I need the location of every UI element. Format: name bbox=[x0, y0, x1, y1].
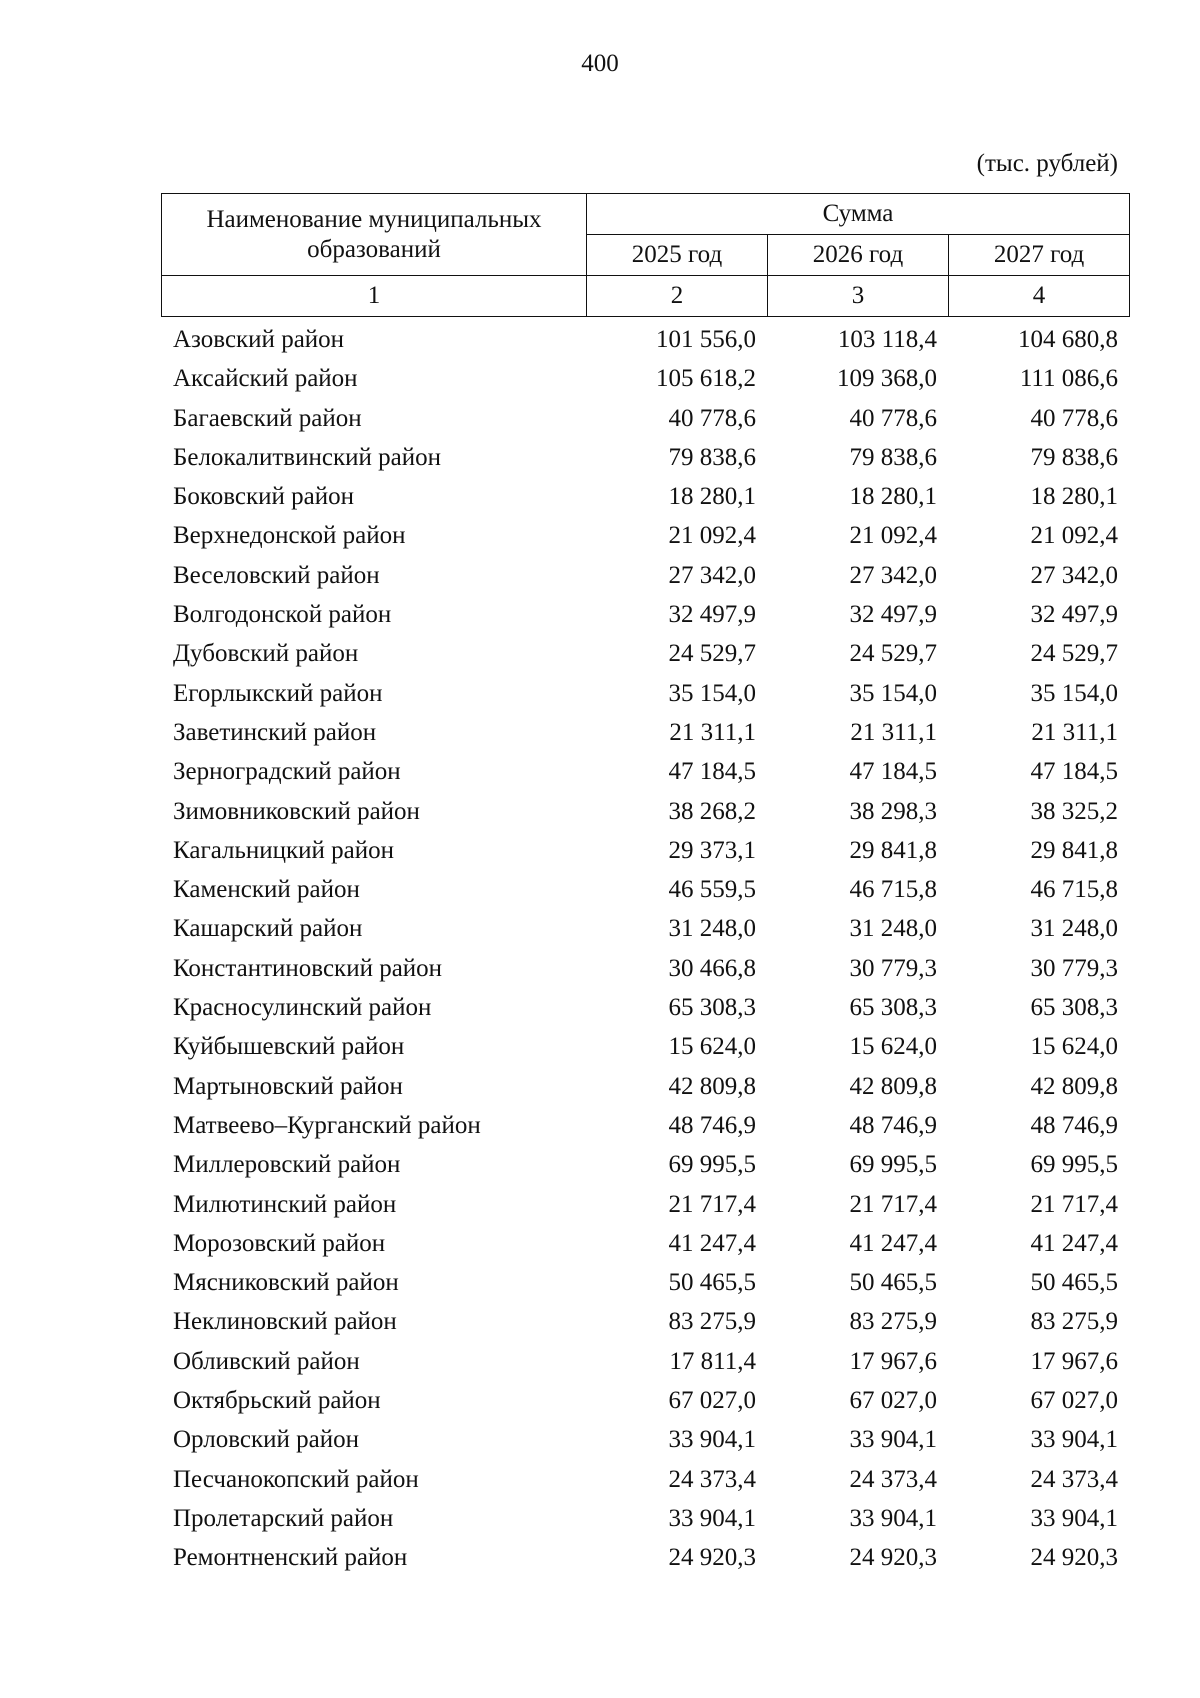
row-name: Матвеево–Курганский район bbox=[173, 1111, 481, 1139]
row-name: Константиновский район bbox=[173, 954, 443, 982]
header-year-2026: 2026 год bbox=[768, 235, 949, 276]
value-2026: 41 247,4 bbox=[849, 1229, 937, 1257]
value-2025: 40 778,6 bbox=[668, 404, 756, 432]
value-2026: 48 746,9 bbox=[849, 1111, 937, 1139]
row-name: Миллеровский район bbox=[173, 1151, 401, 1179]
header-col-number: 3 bbox=[768, 276, 949, 317]
value-2025: 30 466,8 bbox=[668, 954, 756, 982]
table-row bbox=[161, 438, 1129, 477]
value-2025: 32 497,9 bbox=[668, 601, 756, 629]
value-2026: 27 342,0 bbox=[849, 561, 937, 589]
value-2026: 103 118,4 bbox=[837, 326, 937, 353]
value-2026: 65 308,3 bbox=[849, 994, 937, 1022]
table-row bbox=[161, 1381, 1129, 1420]
value-2027: 33 904,1 bbox=[1030, 1504, 1118, 1532]
value-2025: 35 154,0 bbox=[668, 679, 756, 707]
value-2026: 21 311,1 bbox=[850, 718, 937, 746]
value-2027: 24 529,7 bbox=[1030, 640, 1118, 668]
value-2025: 24 373,4 bbox=[668, 1465, 756, 1493]
value-2025: 101 556,0 bbox=[656, 326, 756, 353]
value-2026: 69 995,5 bbox=[849, 1151, 937, 1179]
row-name: Неклиновский район bbox=[173, 1308, 397, 1336]
table-row bbox=[161, 1263, 1129, 1302]
header-year-2025: 2025 год bbox=[587, 235, 768, 276]
value-2026: 38 298,3 bbox=[849, 797, 937, 825]
value-2027: 50 465,5 bbox=[1030, 1269, 1118, 1297]
value-2025: 42 809,8 bbox=[668, 1072, 756, 1100]
table-row bbox=[161, 831, 1129, 870]
value-2027: 40 778,6 bbox=[1030, 404, 1118, 432]
value-2025: 33 904,1 bbox=[668, 1426, 756, 1454]
value-2026: 33 904,1 bbox=[849, 1504, 937, 1532]
value-2027: 21 311,1 bbox=[1031, 718, 1118, 746]
value-2027: 111 086,6 bbox=[1019, 365, 1118, 393]
row-name: Обливский район bbox=[173, 1347, 360, 1375]
row-name: Дубовский район bbox=[173, 640, 359, 668]
value-2026: 50 465,5 bbox=[849, 1269, 937, 1297]
value-2026: 24 920,3 bbox=[849, 1544, 937, 1572]
value-2025: 65 308,3 bbox=[668, 994, 756, 1022]
value-2025: 24 920,3 bbox=[668, 1544, 756, 1572]
row-name: Каменский район bbox=[173, 876, 360, 904]
table-row bbox=[161, 556, 1129, 595]
value-2026: 35 154,0 bbox=[849, 679, 937, 707]
value-2025: 50 465,5 bbox=[668, 1269, 756, 1297]
row-name: Октябрьский район bbox=[173, 1387, 381, 1415]
value-2026: 29 841,8 bbox=[849, 836, 937, 864]
value-2027: 33 904,1 bbox=[1030, 1426, 1118, 1454]
value-2027: 15 624,0 bbox=[1030, 1033, 1118, 1061]
table-row bbox=[161, 1145, 1129, 1184]
value-2027: 32 497,9 bbox=[1030, 601, 1118, 629]
table-row bbox=[161, 1027, 1129, 1066]
value-2026: 33 904,1 bbox=[849, 1426, 937, 1454]
value-2026: 109 368,0 bbox=[837, 365, 937, 393]
value-2026: 21 092,4 bbox=[849, 522, 937, 550]
value-2027: 24 373,4 bbox=[1030, 1465, 1118, 1493]
table-row bbox=[161, 516, 1129, 555]
value-2025: 21 717,4 bbox=[668, 1190, 756, 1218]
value-2027: 42 809,8 bbox=[1030, 1072, 1118, 1100]
row-name: Заветинский район bbox=[173, 718, 377, 746]
row-name: Аксайский район bbox=[173, 365, 358, 393]
value-2026: 24 529,7 bbox=[849, 640, 937, 668]
value-2026: 31 248,0 bbox=[849, 915, 937, 943]
value-2025: 47 184,5 bbox=[668, 758, 756, 786]
value-2025: 15 624,0 bbox=[668, 1033, 756, 1061]
value-2026: 83 275,9 bbox=[849, 1308, 937, 1336]
table-row bbox=[161, 634, 1129, 673]
row-name: Мясниковский район bbox=[173, 1269, 399, 1297]
value-2026: 30 779,3 bbox=[849, 954, 937, 982]
row-name: Пролетарский район bbox=[173, 1504, 394, 1532]
value-2027: 21 092,4 bbox=[1030, 522, 1118, 550]
value-2025: 67 027,0 bbox=[668, 1387, 756, 1415]
value-2026: 40 778,6 bbox=[849, 404, 937, 432]
value-2027: 24 920,3 bbox=[1030, 1544, 1118, 1572]
value-2026: 21 717,4 bbox=[849, 1190, 937, 1218]
table-row bbox=[161, 870, 1129, 909]
value-2026: 18 280,1 bbox=[849, 483, 937, 511]
value-2027: 79 838,6 bbox=[1030, 443, 1118, 471]
value-2027: 38 325,2 bbox=[1030, 797, 1118, 825]
value-2027: 30 779,3 bbox=[1030, 954, 1118, 982]
header-col-number: 2 bbox=[587, 276, 768, 317]
value-2027: 67 027,0 bbox=[1030, 1387, 1118, 1415]
value-2027: 83 275,9 bbox=[1030, 1308, 1118, 1336]
table-row bbox=[161, 595, 1129, 634]
table-row bbox=[161, 359, 1129, 398]
row-name: Песчанокопский район bbox=[173, 1465, 419, 1493]
row-name: Красносулинский район bbox=[173, 994, 432, 1022]
row-name: Куйбышевский район bbox=[173, 1033, 405, 1061]
value-2026: 46 715,8 bbox=[849, 876, 937, 904]
value-2025: 31 248,0 bbox=[668, 915, 756, 943]
value-2025: 69 995,5 bbox=[668, 1151, 756, 1179]
value-2027: 21 717,4 bbox=[1030, 1190, 1118, 1218]
table-row bbox=[161, 1185, 1129, 1224]
value-2026: 67 027,0 bbox=[849, 1387, 937, 1415]
value-2025: 41 247,4 bbox=[668, 1229, 756, 1257]
row-name: Орловский район bbox=[173, 1426, 359, 1454]
row-name: Белокалитвинский район bbox=[173, 443, 441, 471]
row-name: Мартыновский район bbox=[173, 1072, 403, 1100]
table-row bbox=[161, 988, 1129, 1027]
row-name: Егорлыкский район bbox=[173, 679, 383, 707]
value-2026: 79 838,6 bbox=[849, 443, 937, 471]
table-row bbox=[161, 909, 1129, 948]
row-name: Боковский район bbox=[173, 483, 354, 511]
value-2025: 18 280,1 bbox=[668, 483, 756, 511]
row-name: Верхнедонской район bbox=[173, 522, 406, 550]
value-2025: 21 092,4 bbox=[668, 522, 756, 550]
value-2025: 29 373,1 bbox=[668, 836, 756, 864]
row-name: Кагальницкий район bbox=[173, 836, 395, 864]
table-row bbox=[161, 320, 1129, 359]
value-2025: 33 904,1 bbox=[668, 1504, 756, 1532]
value-2025: 46 559,5 bbox=[668, 876, 756, 904]
table-row bbox=[161, 792, 1129, 831]
header-name-column: Наименование муниципальных образований bbox=[162, 194, 587, 276]
table-row bbox=[161, 1420, 1129, 1459]
value-2027: 41 247,4 bbox=[1030, 1229, 1118, 1257]
value-2026: 32 497,9 bbox=[849, 601, 937, 629]
table-row bbox=[161, 399, 1129, 438]
table-row bbox=[161, 1106, 1129, 1145]
table-row bbox=[161, 1460, 1129, 1499]
value-2027: 35 154,0 bbox=[1030, 679, 1118, 707]
page-number: 400 bbox=[581, 50, 619, 77]
value-2026: 17 967,6 bbox=[849, 1347, 937, 1375]
units-label: (тыс. рублей) bbox=[976, 150, 1118, 177]
value-2027: 47 184,5 bbox=[1030, 758, 1118, 786]
row-name: Зимовниковский район bbox=[173, 797, 420, 825]
row-name: Веселовский район bbox=[173, 561, 380, 589]
row-name: Азовский район bbox=[173, 326, 345, 353]
row-name: Багаевский район bbox=[173, 404, 362, 432]
header-col-number: 1 bbox=[162, 276, 587, 317]
table-row bbox=[161, 1342, 1129, 1381]
value-2026: 47 184,5 bbox=[849, 758, 937, 786]
table-row bbox=[161, 713, 1129, 752]
value-2025: 105 618,2 bbox=[656, 365, 756, 393]
value-2027: 104 680,8 bbox=[1018, 326, 1118, 353]
value-2027: 17 967,6 bbox=[1030, 1347, 1118, 1375]
table-row bbox=[161, 1538, 1129, 1577]
value-2027: 69 995,5 bbox=[1030, 1151, 1118, 1179]
table-header bbox=[161, 193, 1130, 317]
table-row bbox=[161, 949, 1129, 988]
row-name: Морозовский район bbox=[173, 1229, 386, 1257]
table-row bbox=[161, 1224, 1129, 1263]
value-2026: 42 809,8 bbox=[849, 1072, 937, 1100]
value-2025: 21 311,1 bbox=[669, 718, 756, 746]
value-2026: 24 373,4 bbox=[849, 1465, 937, 1493]
row-name: Ремонтненский район bbox=[173, 1544, 408, 1572]
value-2025: 48 746,9 bbox=[668, 1111, 756, 1139]
header-year-2027: 2027 год bbox=[949, 235, 1130, 276]
value-2025: 24 529,7 bbox=[668, 640, 756, 668]
table-row bbox=[161, 1067, 1129, 1106]
row-name: Зерноградский район bbox=[173, 758, 401, 786]
value-2025: 83 275,9 bbox=[668, 1308, 756, 1336]
value-2025: 17 811,4 bbox=[669, 1347, 756, 1375]
value-2026: 15 624,0 bbox=[849, 1033, 937, 1061]
value-2027: 31 248,0 bbox=[1030, 915, 1118, 943]
header-sum: Сумма bbox=[587, 194, 1130, 235]
value-2027: 65 308,3 bbox=[1030, 994, 1118, 1022]
value-2025: 38 268,2 bbox=[668, 797, 756, 825]
value-2027: 18 280,1 bbox=[1030, 483, 1118, 511]
data-table bbox=[161, 320, 1129, 1578]
row-name: Волгодонской район bbox=[173, 601, 392, 629]
value-2027: 48 746,9 bbox=[1030, 1111, 1118, 1139]
table-row bbox=[161, 674, 1129, 713]
value-2027: 29 841,8 bbox=[1030, 836, 1118, 864]
value-2025: 79 838,6 bbox=[668, 443, 756, 471]
table-row bbox=[161, 1302, 1129, 1341]
value-2027: 46 715,8 bbox=[1030, 876, 1118, 904]
header-col-number: 4 bbox=[949, 276, 1130, 317]
table-row bbox=[161, 752, 1129, 791]
row-name: Кашарский район bbox=[173, 915, 363, 943]
table-row bbox=[161, 1499, 1129, 1538]
value-2025: 27 342,0 bbox=[668, 561, 756, 589]
row-name: Милютинский район bbox=[173, 1190, 397, 1218]
table-row bbox=[161, 477, 1129, 516]
value-2027: 27 342,0 bbox=[1030, 561, 1118, 589]
